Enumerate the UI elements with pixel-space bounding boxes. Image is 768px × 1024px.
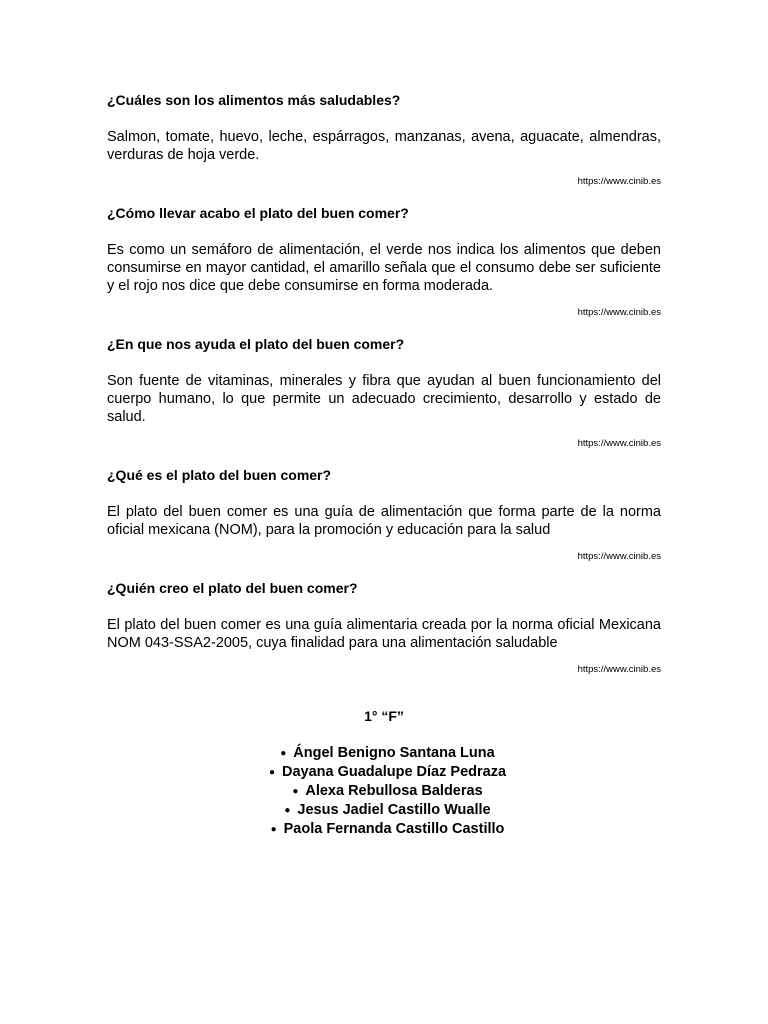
member-name: Alexa Rebullosa Balderas xyxy=(305,783,483,799)
bullet-icon: ● xyxy=(284,805,291,816)
list-item xyxy=(107,782,661,801)
section-how-it-helps xyxy=(107,335,661,450)
bullet-icon: ● xyxy=(270,824,277,835)
section-how-to xyxy=(107,204,661,319)
list-item xyxy=(107,744,661,763)
source-citation: https://www.cinib.es xyxy=(577,664,661,675)
answer-paragraph: El plato del buen comer es una guía alimentaria creada por la norma oficial Mexicana NOM 043-SSA2-2005, cuya finalidad para una alimentación saludable xyxy=(107,617,661,651)
section-healthy-foods xyxy=(107,91,661,188)
document-page xyxy=(107,91,661,839)
bullet-icon: ● xyxy=(280,748,287,759)
list-item xyxy=(107,763,661,782)
member-name: Jesus Jadiel Castillo Wualle xyxy=(297,802,491,818)
bullet-icon: ● xyxy=(268,767,275,778)
section-who-created xyxy=(107,579,661,676)
member-name: Dayana Guadalupe Díaz Pedraza xyxy=(281,764,507,780)
answer-paragraph: Salmon, tomate, huevo, leche, espárragos, manzanas, avena, aguacate, almendras, verduras de hoja verde. xyxy=(107,129,661,163)
question-heading: ¿Quién creo el plato del buen comer? xyxy=(107,580,358,596)
question-heading: ¿Qué es el plato del buen comer? xyxy=(107,467,332,483)
question-heading: ¿Cómo llevar acabo el plato del buen comer? xyxy=(107,205,409,221)
members-list xyxy=(107,744,661,839)
group-label: 1° “F” xyxy=(364,708,404,724)
question-heading: ¿Cuáles son los alimentos más saludables? xyxy=(107,92,401,108)
question-heading: ¿En que nos ayuda el plato del buen comer? xyxy=(107,336,405,352)
section-what-is xyxy=(107,466,661,563)
list-item xyxy=(107,801,661,820)
bullet-icon: ● xyxy=(292,786,299,797)
source-citation: https://www.cinib.es xyxy=(577,176,661,187)
member-name: Ángel Benigno Santana Luna xyxy=(293,745,495,761)
source-citation: https://www.cinib.es xyxy=(577,551,661,562)
source-citation: https://www.cinib.es xyxy=(577,307,661,318)
list-item xyxy=(107,820,661,839)
member-name: Paola Fernanda Castillo Castillo xyxy=(283,821,505,837)
answer-paragraph: Son fuente de vitaminas, minerales y fibra que ayudan al buen funcionamiento del cuerpo humano, lo que permite un adecuado crecimiento, desarrollo y estado de salud. xyxy=(107,373,661,425)
answer-paragraph: Es como un semáforo de alimentación, el verde nos indica los alimentos que deben consumirse en mayor cantidad, el amarillo señala que el consumo debe ser suficiente y el rojo nos dice que debe consumirse en forma moderada. xyxy=(107,242,661,294)
answer-paragraph: El plato del buen comer es una guía de alimentación que forma parte de la norma oficial mexicana (NOM), para la promoción y educación para la salud xyxy=(107,504,661,538)
source-citation: https://www.cinib.es xyxy=(577,438,661,449)
